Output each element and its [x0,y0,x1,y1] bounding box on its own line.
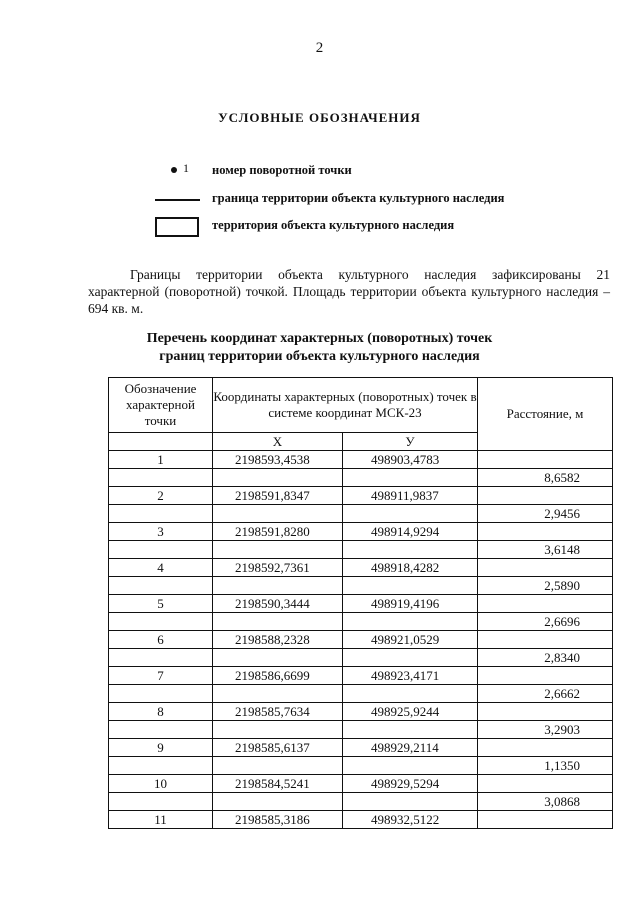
cell-point [109,721,213,739]
cell-x: 2198590,3444 [213,595,343,613]
table-row [109,775,613,793]
header-coordinates: Координаты характерных (поворотных) точек в системе координат МСК-23 [213,378,478,433]
dot-point-label: 1 [183,161,189,175]
table-row [109,469,613,487]
cell-distance [478,739,613,757]
cell-distance [478,703,613,721]
cell-y [343,721,478,739]
table-row [109,613,613,631]
cell-distance [478,451,613,469]
cell-x: 2198588,2328 [213,631,343,649]
table-body [109,451,613,829]
table-row [109,757,613,775]
cell-x: 2198585,7634 [213,703,343,721]
cell-y: 498925,9244 [343,703,478,721]
cell-x [213,757,343,775]
cell-y [343,541,478,559]
table-row [109,577,613,595]
cell-point: 11 [109,811,213,829]
cell-y [343,793,478,811]
table-row [109,505,613,523]
cell-x [213,793,343,811]
cell-y [343,613,478,631]
cell-distance: 3,2903 [478,721,613,739]
cell-distance: 2,6696 [478,613,613,631]
cell-y: 498918,4282 [343,559,478,577]
cell-y: 498903,4783 [343,451,478,469]
cell-x [213,577,343,595]
legend-title: УСЛОВНЫЕ ОБОЗНАЧЕНИЯ [218,110,421,125]
legend-item-text: граница территории объекта культурного наследия [212,191,505,205]
cell-point: 3 [109,523,213,541]
table-row [109,541,613,559]
cell-point: 10 [109,775,213,793]
cell-y [343,649,478,667]
table-row [109,667,613,685]
cell-y: 498929,5294 [343,775,478,793]
cell-x [213,541,343,559]
description-paragraph: Границы территории объекта культурного наследия зафиксированы 21 характерной (поворотной) точкой. Площадь территории объекта культурного наследия – 694 кв. м. [88,267,610,316]
cell-point [109,757,213,775]
cell-y [343,505,478,523]
cell-distance [478,775,613,793]
cell-x: 2198585,6137 [213,739,343,757]
solid-line-icon [155,199,200,201]
table-title-line-2: границ территории объекта культурного наследия [159,349,480,364]
table-row [109,721,613,739]
table-row [109,793,613,811]
cell-x: 2198586,6699 [213,667,343,685]
table-title-line-1: Перечень координат характерных (поворотных) точек [146,331,493,346]
cell-y [343,757,478,775]
cell-y: 498923,4171 [343,667,478,685]
cell-y: 498919,4196 [343,595,478,613]
cell-y: 498932,5122 [343,811,478,829]
page-number: 2 [315,40,324,56]
table-row [109,487,613,505]
cell-distance [478,595,613,613]
cell-point: 1 [109,451,213,469]
cell-distance: 2,9456 [478,505,613,523]
header-x: Х [213,433,343,451]
header-distance: Расстояние, м [478,378,613,451]
cell-distance [478,559,613,577]
cell-distance: 2,5890 [478,577,613,595]
cell-y: 498911,9837 [343,487,478,505]
cell-point: 8 [109,703,213,721]
table-row [109,523,613,541]
cell-y [343,577,478,595]
cell-x [213,613,343,631]
cell-x: 2198591,8280 [213,523,343,541]
cell-point [109,793,213,811]
table-row [109,811,613,829]
legend-item-text: номер поворотной точки [212,163,352,177]
header-point: Обозначение характерной точки [109,378,213,433]
cell-distance: 3,6148 [478,541,613,559]
cell-point [109,649,213,667]
cell-point [109,469,213,487]
cell-distance: 1,1350 [478,757,613,775]
cell-x: 2198593,4538 [213,451,343,469]
table-row [109,559,613,577]
cell-point: 7 [109,667,213,685]
cell-point [109,577,213,595]
table-row [109,685,613,703]
cell-point [109,505,213,523]
cell-point: 6 [109,631,213,649]
cell-distance: 3,0868 [478,793,613,811]
cell-x [213,505,343,523]
rectangle-icon [155,217,199,237]
table-title [0,330,639,366]
coordinates-table [108,377,613,829]
cell-point: 4 [109,559,213,577]
cell-distance: 2,6662 [478,685,613,703]
cell-x: 2198584,5241 [213,775,343,793]
table-row [109,739,613,757]
cell-x [213,685,343,703]
header-point-empty [109,433,213,451]
cell-distance: 8,6582 [478,469,613,487]
cell-point: 5 [109,595,213,613]
header-y: У [343,433,478,451]
cell-distance [478,631,613,649]
cell-point: 2 [109,487,213,505]
cell-distance [478,487,613,505]
cell-point [109,685,213,703]
cell-point: 9 [109,739,213,757]
cell-y: 498921,0529 [343,631,478,649]
cell-x: 2198585,3186 [213,811,343,829]
table-row [109,595,613,613]
cell-y [343,685,478,703]
cell-x [213,469,343,487]
cell-distance: 2,8340 [478,649,613,667]
table-row [109,649,613,667]
cell-y [343,469,478,487]
cell-distance [478,811,613,829]
cell-y: 498914,9294 [343,523,478,541]
legend-item-text: территория объекта культурного наследия [212,218,455,232]
cell-distance [478,667,613,685]
cell-x [213,649,343,667]
cell-point [109,541,213,559]
table-row [109,451,613,469]
dot-point-icon [171,167,177,173]
cell-distance [478,523,613,541]
cell-x: 2198591,8347 [213,487,343,505]
table-row [109,703,613,721]
table-row [109,631,613,649]
cell-x: 2198592,7361 [213,559,343,577]
cell-x [213,721,343,739]
cell-point [109,613,213,631]
cell-y: 498929,2114 [343,739,478,757]
